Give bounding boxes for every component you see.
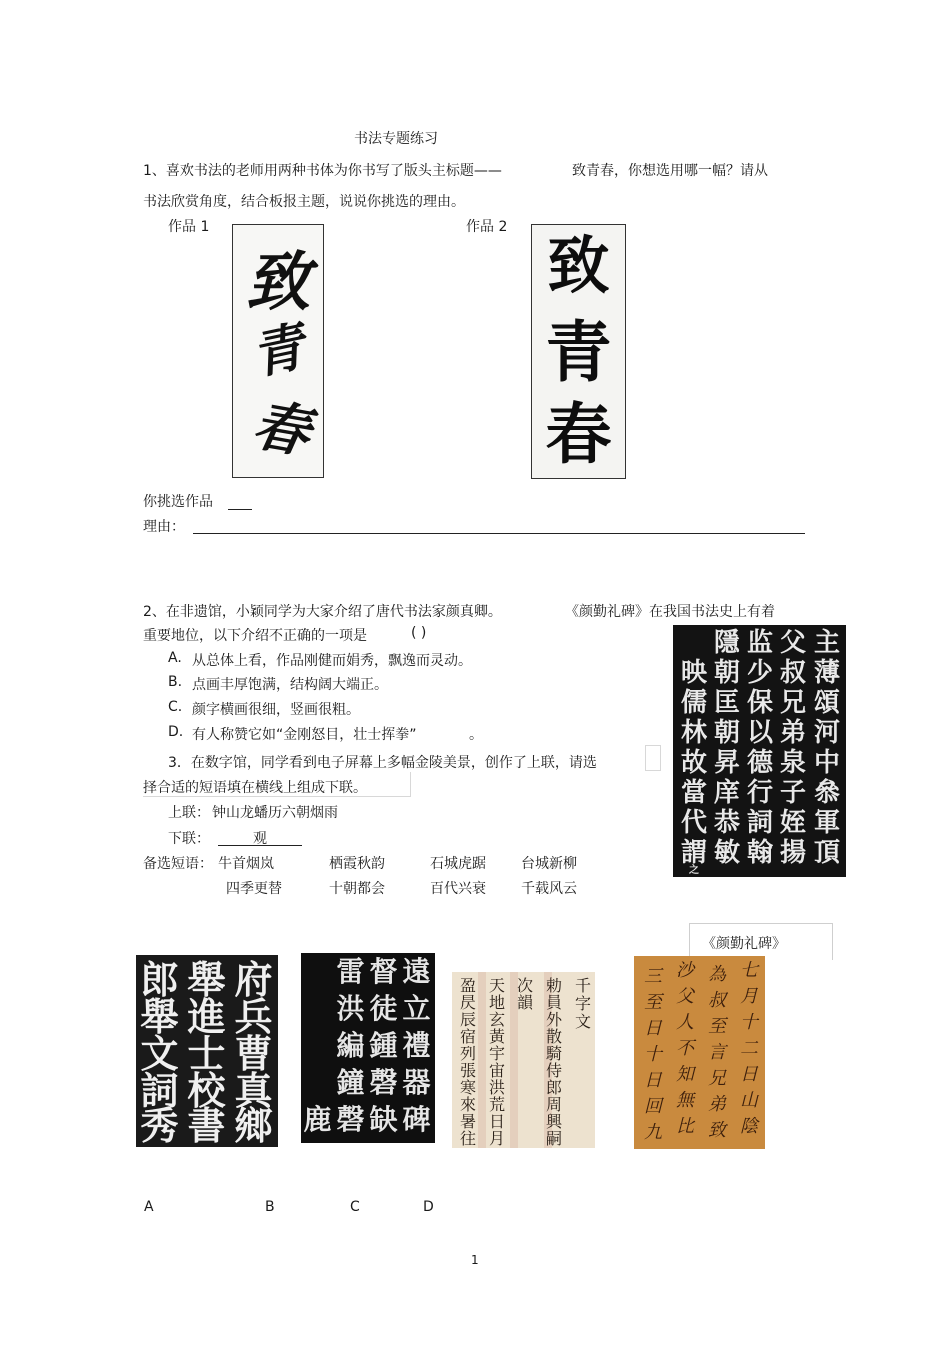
options-label: 备选短语： — [143, 856, 213, 872]
paper-stripe — [478, 972, 486, 1148]
plate-c-char: 玄 — [488, 1010, 505, 1029]
plate-c-char: 外 — [545, 1010, 562, 1029]
q2-option-d-letter: D. — [168, 724, 184, 740]
stele-caption: 《颜勤礼碑》 — [702, 936, 786, 952]
phrase-option: 台城新柳 — [521, 856, 577, 872]
stele-char: 朝 — [713, 658, 740, 688]
stele-char: 頌 — [813, 688, 840, 718]
plate-c-char: 地 — [488, 993, 505, 1012]
plate-d-char: 七 — [740, 960, 758, 981]
upper-couplet-text: 钟山龙蟠历六朝烟雨 — [212, 805, 338, 821]
stele-char: 以 — [746, 718, 773, 748]
stele-char: 揚 — [779, 838, 806, 868]
plate-d-char: 無 — [676, 1090, 694, 1111]
choice-label: 你挑选作品 — [143, 494, 213, 510]
plate-c-char: 列 — [459, 1044, 476, 1063]
stele-char: 中 — [813, 748, 840, 778]
stele-char: 敏 — [713, 838, 740, 868]
plate-b-char: 缺 — [369, 1103, 398, 1136]
plate-a-char: 詞 — [140, 1068, 179, 1113]
plate-c-char: 張 — [459, 1061, 476, 1080]
plate-c-char: 興 — [545, 1112, 562, 1131]
plate-d-char: 日 — [644, 1070, 662, 1091]
plate-b-char: 遠 — [402, 955, 431, 988]
plate-c-char: 韻 — [516, 993, 533, 1012]
plate-c-char: 騎 — [545, 1044, 562, 1063]
work1-label: 作品 1 — [168, 219, 210, 235]
plate-d-char: 日 — [740, 1064, 758, 1085]
plate-b-char: 洪 — [336, 992, 365, 1025]
plate-b-char: 碑 — [402, 1103, 431, 1136]
work1-char: 春 — [248, 391, 315, 467]
q2-option-a-text: 从总体上看，作品刚健而娟秀，飘逸而灵动。 — [192, 653, 472, 669]
phrase-option: 百代兴衰 — [430, 881, 486, 897]
plate-d-char: 山 — [740, 1090, 758, 1111]
plate-b-char: 器 — [402, 1066, 431, 1099]
q2-option-d-text: 有人称赞它如“金刚怒目，壮士挥拳” — [192, 727, 417, 743]
plate-c-char: 郎 — [545, 1078, 562, 1097]
plate-c-char: 千 — [574, 976, 591, 995]
q2-text-line1a: 2、在非遗馆，小颖同学为大家介绍了唐代书法家颜真卿。 — [143, 604, 502, 620]
plate-b-char: 鍾 — [369, 1029, 398, 1062]
stele-char: 翰 — [746, 838, 773, 868]
plate-c-char: 暑 — [459, 1112, 476, 1131]
plate-d-char: 人 — [676, 1012, 694, 1033]
plate-a-char: 郎 — [140, 957, 179, 1002]
work2-regular-image — [531, 224, 626, 479]
q2-option-b-letter: B. — [168, 674, 183, 690]
plate-d-char: 兄 — [708, 1068, 726, 1089]
plate-d-char: 比 — [676, 1116, 694, 1137]
plate-a-char: 鄉 — [234, 1103, 273, 1147]
plate-c-char: 侍 — [545, 1061, 562, 1080]
plate-c-char: 往 — [459, 1129, 476, 1148]
stele-char: 昇 — [713, 748, 740, 778]
plate-a-char: 書 — [187, 1103, 226, 1147]
stele-char: 叅 — [813, 778, 840, 808]
plate-d-char: 三 — [644, 966, 662, 987]
work1-char: 青 — [246, 316, 310, 387]
q2-option-c-letter: C. — [168, 699, 183, 715]
plate-c-char: 宇 — [488, 1044, 505, 1063]
stele-char: 兄 — [779, 688, 806, 718]
phrase-option: 牛首烟岚 — [218, 856, 274, 872]
plate-a-char: 兵 — [234, 994, 273, 1039]
plate-d-char: 弟 — [708, 1094, 726, 1115]
stele-char: 頂 — [813, 838, 840, 868]
reason-label: 理由： — [143, 519, 185, 535]
plate-b-char: 徒 — [369, 992, 398, 1025]
stele-char: 映 — [680, 658, 707, 688]
plate-c-char: 宿 — [459, 1027, 476, 1046]
q1-text-line1b: 致青春，你想选用哪一幅？请从 — [572, 163, 768, 179]
plate-a-char: 真 — [234, 1068, 273, 1113]
phrase-option: 四季更替 — [226, 881, 282, 897]
plate-c-char: 文 — [574, 1012, 591, 1031]
plate-d-char: 陰 — [740, 1116, 758, 1137]
plate-d-char: 知 — [676, 1064, 694, 1085]
plate-c-char: 來 — [459, 1095, 476, 1114]
stele-char: 軍 — [813, 808, 840, 838]
stele-char: 德 — [746, 748, 773, 778]
plate-c-char: 寒 — [459, 1078, 476, 1097]
q2-option-a-letter: A. — [168, 650, 182, 666]
work2-char: 致 — [547, 229, 610, 302]
plate-d-char: 父 — [676, 986, 694, 1007]
choice-blank[interactable] — [228, 509, 252, 510]
stele-char: 父 — [779, 628, 806, 658]
stele-char: 朝 — [713, 718, 740, 748]
stele-char: 薄 — [813, 658, 840, 688]
stele-char: 代 — [680, 808, 707, 838]
calligraphy-sample-a-image — [136, 955, 278, 1147]
stele-char: 少 — [746, 658, 773, 688]
plate-d-char: 十 — [644, 1044, 662, 1065]
q2-option-c-text: 颜字横画很细，竖画很粗。 — [192, 702, 360, 718]
plate-c-char: 次 — [516, 976, 533, 995]
phrase-option: 千载风云 — [521, 881, 577, 897]
plate-d-char: 叔 — [708, 990, 726, 1011]
work1-cursive-image — [232, 224, 324, 478]
faint-frame — [645, 745, 661, 771]
q1-text-line2: 书法欣赏角度，结合板报主题，说说你挑选的理由。 — [143, 194, 465, 210]
plate-d-char: 言 — [708, 1042, 726, 1063]
stele-char: 故 — [680, 748, 707, 778]
plate-a-char: 府 — [234, 957, 273, 1002]
stele-char: 泉 — [779, 748, 806, 778]
plate-d-char: 致 — [708, 1120, 726, 1141]
upper-couplet-label: 上联： — [168, 805, 210, 821]
plate-c-char: 辰 — [459, 1010, 476, 1029]
stele-char: 恭 — [713, 808, 740, 838]
stele-char: 之 — [689, 865, 699, 876]
plate-c-char: 盈 — [459, 976, 476, 995]
stele-char: 行 — [746, 778, 773, 808]
plate-c-char: 員 — [545, 993, 562, 1012]
stele-char: 姪 — [779, 808, 806, 838]
plate-b-char: 立 — [402, 992, 431, 1025]
stele-char: 林 — [680, 718, 707, 748]
plate-c-char: 黃 — [488, 1027, 505, 1046]
plate-label-d: D — [423, 1199, 434, 1215]
plate-b-char: 督 — [369, 955, 398, 988]
plate-b-char: 禮 — [402, 1029, 431, 1062]
q2-text-line1b: 《颜勤礼碑》在我国书法史上有着 — [565, 604, 775, 620]
stele-char: 保 — [746, 688, 773, 718]
work1-char: 致 — [246, 245, 310, 320]
plate-b-char: 磬 — [336, 1103, 365, 1136]
plate-c-char: 宙 — [488, 1061, 505, 1080]
stele-char: 河 — [813, 718, 840, 748]
phrase-option: 石城虎踞 — [430, 856, 486, 872]
plate-c-char: 周 — [545, 1095, 562, 1114]
stele-char: 庠 — [713, 778, 740, 808]
page-title: 书法专题练习 — [354, 131, 438, 147]
plate-label-b: B — [265, 1199, 275, 1215]
stele-char: 匡 — [713, 688, 740, 718]
q2-option-d-end: 。 — [469, 727, 483, 743]
lower-couplet-fill: 观 — [253, 831, 267, 847]
plate-a-char: 士 — [187, 1031, 226, 1076]
work2-char: 春 — [545, 395, 612, 473]
plate-a-char: 秀 — [140, 1103, 179, 1147]
plate-b-char: 編 — [336, 1029, 365, 1062]
plate-c-char: 勅 — [545, 976, 562, 995]
stele-char: 弟 — [779, 718, 806, 748]
yan-qinli-stele-image — [673, 625, 846, 877]
plate-b-char: 雷 — [336, 955, 365, 988]
plate-a-char: 文 — [140, 1031, 179, 1076]
plate-a-char: 曹 — [234, 1031, 273, 1076]
stele-char: 當 — [680, 778, 707, 808]
plate-d-char: 日 — [644, 1018, 662, 1039]
plate-c-char: 荒 — [488, 1095, 505, 1114]
calligraphy-sample-b-image — [301, 953, 435, 1143]
plate-c-char: 日 — [488, 1112, 505, 1131]
work2-char: 青 — [545, 313, 612, 391]
plate-d-char: 回 — [644, 1096, 662, 1117]
stele-char: 子 — [779, 778, 806, 808]
plate-b-char: 鐘 — [336, 1066, 365, 1099]
calligraphy-sample-d-image — [634, 956, 765, 1149]
work2-label: 作品 2 — [466, 219, 508, 235]
page-number: 1 — [471, 1253, 479, 1267]
plate-d-char: 沙 — [676, 960, 694, 981]
phrase-option: 十朝都会 — [329, 881, 385, 897]
plate-a-char: 舉 — [140, 994, 179, 1039]
plate-d-char: 不 — [676, 1038, 694, 1059]
plate-a-char: 進 — [187, 994, 226, 1039]
plate-d-char: 九 — [644, 1122, 662, 1143]
q1-text-line1a: 1、喜欢书法的老师用两种书体为你书写了版头主标题—— — [143, 163, 502, 179]
stele-char: 詞 — [746, 808, 773, 838]
plate-label-c: C — [350, 1199, 360, 1215]
plate-c-char: 月 — [488, 1129, 505, 1148]
stele-char: 謂 — [680, 838, 707, 868]
calligraphy-sample-c-image — [452, 972, 595, 1148]
plate-d-char: 十 — [740, 1012, 758, 1033]
plate-c-char: 嗣 — [545, 1129, 562, 1148]
plate-c-char: 洪 — [488, 1078, 505, 1097]
plate-b-char: 鹿 — [303, 1103, 332, 1136]
q2-option-b-text: 点画丰厚饱满，结构阔大端正。 — [192, 677, 388, 693]
stele-char: 儒 — [680, 688, 707, 718]
plate-c-char: 昃 — [459, 993, 476, 1012]
stele-char: 隱 — [713, 628, 740, 658]
plate-b-char: 磬 — [369, 1066, 398, 1099]
plate-d-char: 為 — [708, 964, 726, 985]
lower-couplet-label: 下联： — [168, 831, 210, 847]
reason-blank[interactable] — [193, 533, 805, 534]
plate-c-char: 天 — [488, 976, 505, 995]
plate-d-char: 至 — [708, 1016, 726, 1037]
plate-c-char: 散 — [545, 1027, 562, 1046]
plate-d-char: 至 — [644, 992, 662, 1013]
q2-answer-paren[interactable]: ( ) — [411, 625, 427, 641]
plate-d-char: 月 — [740, 986, 758, 1007]
q2-text-line2: 重要地位，以下介绍不正确的一项是 — [143, 628, 367, 644]
stele-char: 主 — [813, 628, 840, 658]
q3-text-line2: 择合适的短语填在横线上组成下联。 — [143, 780, 367, 796]
stele-char: 监 — [746, 628, 773, 658]
plate-c-char: 字 — [574, 994, 591, 1013]
plate-a-char: 校 — [187, 1068, 226, 1113]
plate-label-a: A — [144, 1199, 154, 1215]
phrase-option: 栖霞秋韵 — [329, 856, 385, 872]
stele-char: 叔 — [779, 658, 806, 688]
q3-text-line1: 3．在数字馆，同学看到电子屏幕上多幅金陵美景，创作了上联，请选 — [168, 755, 597, 771]
plate-d-char: 二 — [740, 1038, 758, 1059]
plate-a-char: 舉 — [187, 957, 226, 1002]
